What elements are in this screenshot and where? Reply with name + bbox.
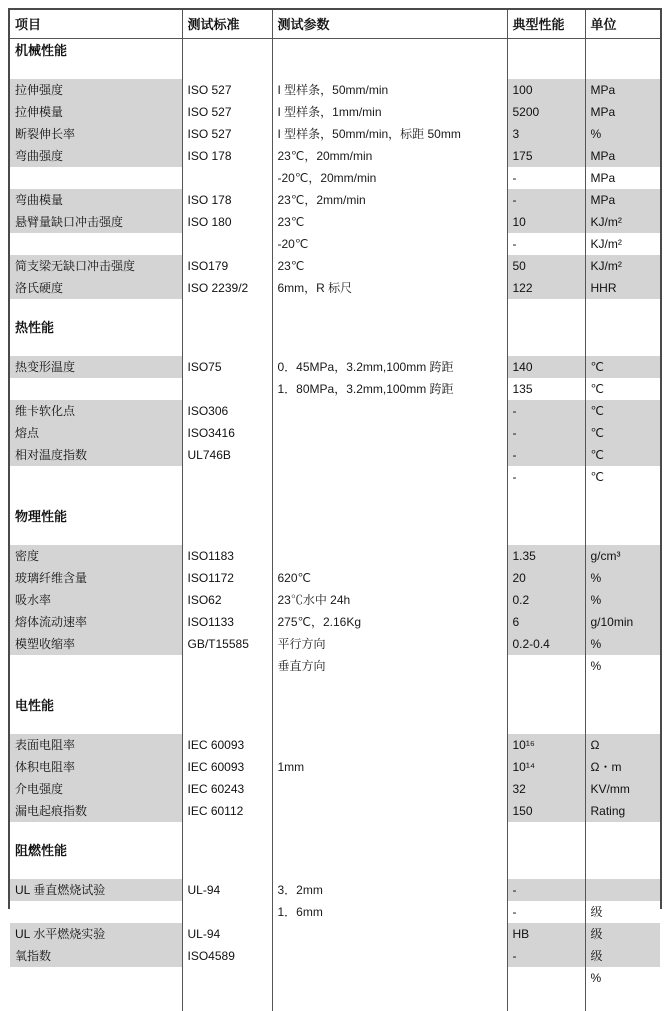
spacer-cell <box>272 62 507 79</box>
test-standard: IEC 60112 <box>182 800 272 822</box>
unit: % <box>585 589 660 611</box>
test-standard: ISO1172 <box>182 567 272 589</box>
property-name: 断裂伸长率 <box>10 123 182 145</box>
typical-value: 50 <box>507 255 585 277</box>
typical-value: 10¹⁶ <box>507 734 585 756</box>
spacer-cell <box>272 488 507 505</box>
test-parameter: 23℃水中 24h <box>272 589 507 611</box>
table-row <box>10 589 660 611</box>
typical-value <box>507 967 585 989</box>
table-row <box>10 189 660 211</box>
property-name: UL 水平燃烧实验 <box>10 923 182 945</box>
empty-cell <box>182 694 272 717</box>
typical-value: 6 <box>507 611 585 633</box>
typical-value: - <box>507 945 585 967</box>
table-row <box>10 901 660 923</box>
filler-cell <box>585 989 660 1011</box>
spacer-cell <box>10 528 182 545</box>
test-parameter: I 型样条，50mm/min <box>272 79 507 101</box>
unit: 级 <box>585 945 660 967</box>
spacer-cell <box>507 677 585 694</box>
property-name: 氧指数 <box>10 945 182 967</box>
table-row <box>10 277 660 299</box>
column-header: 典型性能 <box>507 10 585 39</box>
spacer-row <box>10 677 660 694</box>
table-row <box>10 444 660 466</box>
spacer-cell <box>272 339 507 356</box>
property-name: 拉伸模量 <box>10 101 182 123</box>
test-standard: IEC 60093 <box>182 756 272 778</box>
test-parameter <box>272 778 507 800</box>
property-name: 模塑收缩率 <box>10 633 182 655</box>
spacer-row <box>10 339 660 356</box>
typical-value: - <box>507 901 585 923</box>
filler-cell <box>10 989 182 1011</box>
unit: KJ/m² <box>585 233 660 255</box>
test-parameter: 3．2mm <box>272 879 507 901</box>
empty-cell <box>182 505 272 528</box>
property-name: 拉伸强度 <box>10 79 182 101</box>
typical-value: - <box>507 233 585 255</box>
test-parameter: 620℃ <box>272 567 507 589</box>
table-row <box>10 923 660 945</box>
typical-value: - <box>507 400 585 422</box>
spacer-cell <box>182 488 272 505</box>
empty-cell <box>182 39 272 63</box>
test-parameter <box>272 422 507 444</box>
spacer-cell <box>507 717 585 734</box>
spacer-cell <box>507 528 585 545</box>
unit: Ω・m <box>585 756 660 778</box>
spacer-cell <box>272 822 507 839</box>
unit: ℃ <box>585 422 660 444</box>
spacer-cell <box>507 488 585 505</box>
spacer-row <box>10 299 660 316</box>
table-row <box>10 356 660 378</box>
property-name: 热变形温度 <box>10 356 182 378</box>
test-parameter: 23℃ <box>272 211 507 233</box>
empty-cell <box>272 505 507 528</box>
test-standard <box>182 378 272 400</box>
table-row <box>10 756 660 778</box>
unit: ℃ <box>585 356 660 378</box>
property-name <box>10 233 182 255</box>
test-parameter: 23℃ <box>272 255 507 277</box>
spacer-cell <box>585 488 660 505</box>
property-name: 熔点 <box>10 422 182 444</box>
test-standard: UL-94 <box>182 923 272 945</box>
section-title: 电性能 <box>10 694 182 717</box>
table-row <box>10 567 660 589</box>
spacer-cell <box>10 822 182 839</box>
test-standard: ISO179 <box>182 255 272 277</box>
table-row <box>10 655 660 677</box>
unit: Ω <box>585 734 660 756</box>
test-parameter: 1mm <box>272 756 507 778</box>
column-header: 测试标准 <box>182 10 272 39</box>
spacer-cell <box>10 62 182 79</box>
test-parameter <box>272 545 507 567</box>
typical-value: - <box>507 444 585 466</box>
table-row <box>10 800 660 822</box>
spacer-cell <box>272 677 507 694</box>
test-parameter: I 型样条，1mm/min <box>272 101 507 123</box>
test-standard: ISO75 <box>182 356 272 378</box>
empty-cell <box>507 39 585 63</box>
table-row <box>10 734 660 756</box>
typical-value: - <box>507 422 585 444</box>
filler-cell <box>507 989 585 1011</box>
spacer-row <box>10 822 660 839</box>
test-standard <box>182 233 272 255</box>
table-row <box>10 945 660 967</box>
table-row <box>10 145 660 167</box>
typical-value <box>507 655 585 677</box>
spec-sheet <box>8 8 662 985</box>
property-name: 悬臂量缺口冲击强度 <box>10 211 182 233</box>
table-row <box>10 466 660 488</box>
test-standard: IEC 60243 <box>182 778 272 800</box>
spacer-cell <box>585 717 660 734</box>
spacer-row <box>10 528 660 545</box>
spacer-cell <box>585 62 660 79</box>
test-standard: ISO306 <box>182 400 272 422</box>
test-parameter: 23℃，20mm/min <box>272 145 507 167</box>
unit: ℃ <box>585 466 660 488</box>
test-standard: ISO3416 <box>182 422 272 444</box>
table-row <box>10 167 660 189</box>
section-row <box>10 839 660 862</box>
test-standard <box>182 167 272 189</box>
property-name: 熔体流动速率 <box>10 611 182 633</box>
table-row <box>10 400 660 422</box>
spacer-cell <box>182 339 272 356</box>
specification-table <box>10 10 660 1011</box>
empty-cell <box>507 694 585 717</box>
unit: ℃ <box>585 400 660 422</box>
section-row <box>10 505 660 528</box>
test-standard: ISO 527 <box>182 79 272 101</box>
spacer-row <box>10 862 660 879</box>
spacer-cell <box>272 862 507 879</box>
unit: MPa <box>585 167 660 189</box>
unit: ℃ <box>585 444 660 466</box>
unit: % <box>585 633 660 655</box>
unit: KJ/m² <box>585 211 660 233</box>
unit: 级 <box>585 901 660 923</box>
spacer-cell <box>585 862 660 879</box>
unit <box>585 879 660 901</box>
test-parameter: 275℃，2.16Kg <box>272 611 507 633</box>
spacer-cell <box>10 677 182 694</box>
table-row <box>10 378 660 400</box>
table-row <box>10 233 660 255</box>
test-parameter: -20℃，20mm/min <box>272 167 507 189</box>
typical-value: 175 <box>507 145 585 167</box>
empty-cell <box>585 39 660 63</box>
test-standard: ISO 180 <box>182 211 272 233</box>
test-parameter <box>272 734 507 756</box>
property-name: 维卡软化点 <box>10 400 182 422</box>
table-row <box>10 967 660 989</box>
spacer-cell <box>585 528 660 545</box>
empty-cell <box>272 839 507 862</box>
test-standard: ISO 2239/2 <box>182 277 272 299</box>
empty-cell <box>507 316 585 339</box>
test-standard: ISO1133 <box>182 611 272 633</box>
spacer-cell <box>507 339 585 356</box>
property-name <box>10 655 182 677</box>
test-parameter: 平行方向 <box>272 633 507 655</box>
unit: % <box>585 655 660 677</box>
filler-cell <box>182 989 272 1011</box>
section-row <box>10 39 660 63</box>
spacer-cell <box>10 862 182 879</box>
property-name: 密度 <box>10 545 182 567</box>
typical-value: - <box>507 167 585 189</box>
table-row <box>10 101 660 123</box>
unit: MPa <box>585 101 660 123</box>
unit: Rating <box>585 800 660 822</box>
empty-cell <box>182 316 272 339</box>
test-parameter: 1．80MPa，3.2mm,100mm 跨距 <box>272 378 507 400</box>
test-parameter: 1．6mm <box>272 901 507 923</box>
unit: % <box>585 967 660 989</box>
empty-cell <box>507 505 585 528</box>
empty-cell <box>272 39 507 63</box>
empty-cell <box>585 505 660 528</box>
typical-value: 122 <box>507 277 585 299</box>
spacer-cell <box>10 339 182 356</box>
typical-value: 32 <box>507 778 585 800</box>
spacer-cell <box>10 717 182 734</box>
typical-value: 10¹⁴ <box>507 756 585 778</box>
unit: MPa <box>585 189 660 211</box>
test-standard: GB/T15585 <box>182 633 272 655</box>
spacer-cell <box>10 488 182 505</box>
empty-cell <box>507 839 585 862</box>
table-row <box>10 778 660 800</box>
table-row <box>10 79 660 101</box>
table-row <box>10 633 660 655</box>
typical-value: - <box>507 466 585 488</box>
typical-value: 100 <box>507 79 585 101</box>
test-standard: ISO1183 <box>182 545 272 567</box>
typical-value: 135 <box>507 378 585 400</box>
spacer-cell <box>272 299 507 316</box>
section-title: 物理性能 <box>10 505 182 528</box>
table-row <box>10 422 660 444</box>
spacer-cell <box>507 822 585 839</box>
table-row <box>10 255 660 277</box>
empty-cell <box>585 316 660 339</box>
test-parameter <box>272 800 507 822</box>
spacer-cell <box>10 299 182 316</box>
spacer-cell <box>272 528 507 545</box>
spacer-cell <box>182 528 272 545</box>
unit: g/cm³ <box>585 545 660 567</box>
section-title: 热性能 <box>10 316 182 339</box>
spacer-cell <box>182 717 272 734</box>
unit: KV/mm <box>585 778 660 800</box>
empty-cell <box>272 316 507 339</box>
test-parameter: 6mm，R 标尺 <box>272 277 507 299</box>
empty-cell <box>182 839 272 862</box>
spacer-row <box>10 488 660 505</box>
unit: ℃ <box>585 378 660 400</box>
property-name: 弯曲模量 <box>10 189 182 211</box>
test-parameter: 0．45MPa，3.2mm,100mm 跨距 <box>272 356 507 378</box>
spacer-cell <box>585 339 660 356</box>
typical-value: 20 <box>507 567 585 589</box>
spacer-row <box>10 62 660 79</box>
spacer-cell <box>182 862 272 879</box>
unit: KJ/m² <box>585 255 660 277</box>
unit: MPa <box>585 79 660 101</box>
spacer-cell <box>182 822 272 839</box>
table-row <box>10 879 660 901</box>
table-row <box>10 545 660 567</box>
typical-value: 150 <box>507 800 585 822</box>
typical-value: 5200 <box>507 101 585 123</box>
test-parameter <box>272 466 507 488</box>
test-standard <box>182 967 272 989</box>
unit: HHR <box>585 277 660 299</box>
typical-value: 140 <box>507 356 585 378</box>
test-parameter: 垂直方向 <box>272 655 507 677</box>
test-parameter <box>272 967 507 989</box>
typical-value: 3 <box>507 123 585 145</box>
property-name: 弯曲强度 <box>10 145 182 167</box>
property-name: 体积电阻率 <box>10 756 182 778</box>
test-standard: ISO 178 <box>182 189 272 211</box>
spacer-cell <box>585 822 660 839</box>
property-name: 相对温度指数 <box>10 444 182 466</box>
test-standard <box>182 655 272 677</box>
column-header: 测试参数 <box>272 10 507 39</box>
filler-cell <box>272 989 507 1011</box>
typical-value: 1.35 <box>507 545 585 567</box>
unit: g/10min <box>585 611 660 633</box>
spacer-cell <box>182 299 272 316</box>
property-name <box>10 466 182 488</box>
property-name: 表面电阻率 <box>10 734 182 756</box>
test-standard: UL746B <box>182 444 272 466</box>
spacer-cell <box>272 717 507 734</box>
spacer-cell <box>182 62 272 79</box>
spacer-cell <box>585 299 660 316</box>
filler-row <box>10 989 660 1011</box>
table-body <box>10 10 660 1011</box>
test-parameter <box>272 945 507 967</box>
test-parameter <box>272 400 507 422</box>
property-name: 玻璃纤维含量 <box>10 567 182 589</box>
test-standard: UL-94 <box>182 879 272 901</box>
property-name <box>10 167 182 189</box>
spacer-cell <box>507 862 585 879</box>
column-header: 单位 <box>585 10 660 39</box>
property-name: 洛氏硬度 <box>10 277 182 299</box>
property-name <box>10 901 182 923</box>
table-row <box>10 123 660 145</box>
section-row <box>10 694 660 717</box>
section-title: 机械性能 <box>10 39 182 63</box>
test-standard: IEC 60093 <box>182 734 272 756</box>
spacer-cell <box>507 62 585 79</box>
property-name <box>10 967 182 989</box>
test-parameter: -20℃ <box>272 233 507 255</box>
test-parameter <box>272 444 507 466</box>
empty-cell <box>585 839 660 862</box>
typical-value: - <box>507 189 585 211</box>
unit: MPa <box>585 145 660 167</box>
column-header: 项目 <box>10 10 182 39</box>
typical-value: 0.2 <box>507 589 585 611</box>
property-name: 介电强度 <box>10 778 182 800</box>
test-standard <box>182 901 272 923</box>
table-row <box>10 211 660 233</box>
test-parameter: 23℃，2mm/min <box>272 189 507 211</box>
test-parameter <box>272 923 507 945</box>
table-header-row <box>10 10 660 39</box>
test-parameter: I 型样条，50mm/min，标距 50mm <box>272 123 507 145</box>
property-name: UL 垂直燃烧试验 <box>10 879 182 901</box>
unit: % <box>585 123 660 145</box>
test-standard: ISO4589 <box>182 945 272 967</box>
test-standard: ISO 178 <box>182 145 272 167</box>
test-standard: ISO 527 <box>182 101 272 123</box>
table-row <box>10 611 660 633</box>
empty-cell <box>585 694 660 717</box>
section-title: 阻燃性能 <box>10 839 182 862</box>
property-name: 简支梁无缺口冲击强度 <box>10 255 182 277</box>
typical-value: 0.2-0.4 <box>507 633 585 655</box>
typical-value: - <box>507 879 585 901</box>
spacer-row <box>10 717 660 734</box>
section-row <box>10 316 660 339</box>
typical-value: HB <box>507 923 585 945</box>
property-name <box>10 378 182 400</box>
property-name: 吸水率 <box>10 589 182 611</box>
empty-cell <box>272 694 507 717</box>
spacer-cell <box>507 299 585 316</box>
unit: 级 <box>585 923 660 945</box>
property-name: 漏电起痕指数 <box>10 800 182 822</box>
spacer-cell <box>585 677 660 694</box>
test-standard <box>182 466 272 488</box>
typical-value: 10 <box>507 211 585 233</box>
spacer-cell <box>182 677 272 694</box>
test-standard: ISO 527 <box>182 123 272 145</box>
test-standard: ISO62 <box>182 589 272 611</box>
unit: % <box>585 567 660 589</box>
